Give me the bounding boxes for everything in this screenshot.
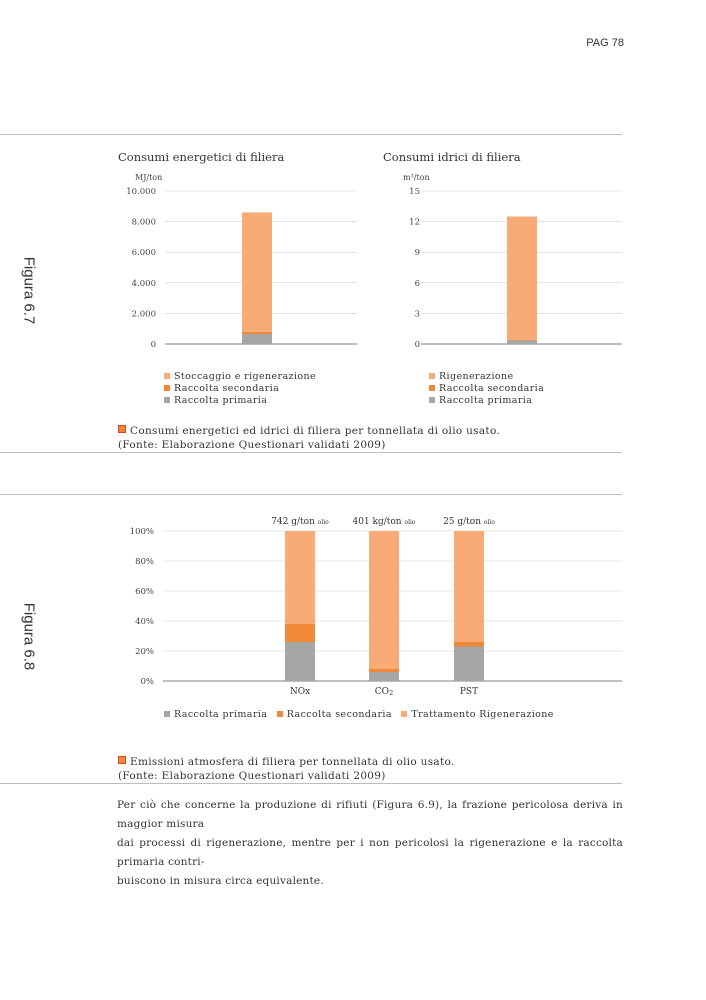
legend-swatch [401, 711, 407, 717]
y-tick-label: 4.000 [131, 278, 156, 289]
category-label: PST [459, 687, 479, 697]
bar-segment [507, 340, 537, 344]
y-tick-label: 6 [414, 278, 420, 289]
bar-segment [369, 531, 399, 669]
bar-segment [242, 334, 272, 344]
legend-swatch [164, 385, 170, 391]
legend-emissions [164, 709, 554, 720]
legend-swatch [164, 373, 170, 379]
figure-label-6-8: Figura 6.8 [20, 602, 38, 671]
legend-swatch [277, 711, 283, 717]
chart-title-energy: Consumi energetici di filiera [118, 150, 285, 164]
legend-water [429, 371, 544, 407]
y-tick-label: 0 [414, 340, 420, 350]
legend-item-trattamento: Trattamento Rigenerazione [401, 709, 554, 720]
bar-segment [507, 340, 537, 341]
annotation-value: 25 g/ton [443, 517, 484, 527]
y-tick-label: 15 [409, 187, 420, 197]
chart-emissions [100, 505, 625, 705]
y-tick-label: 9 [414, 248, 420, 259]
category-label: CO2 [374, 687, 394, 697]
annotation-value: 742 g/ton [271, 517, 318, 527]
legend-item-raccolta-secondaria: Raccolta secondaria [277, 709, 392, 720]
figure-label-6-7: Figura 6.7 [20, 256, 38, 325]
y-axis-label-water: m³/ton [403, 173, 430, 182]
legend-item-raccolta-primaria: Raccolta primaria [429, 395, 544, 407]
caption-marker-icon [118, 756, 126, 764]
body-paragraph: Per ciò che concerne la produzione di rifiuti (Figura 6.9), la frazione pericolosa deriva in maggior misura dai processi di rigenerazione, mentre per i non pericolosi la rigenerazione e la raccolta primaria contri- buiscono in misura circa equivalente. [117, 799, 623, 887]
bar-segment [242, 212, 272, 331]
y-tick-label: 40% [135, 617, 154, 627]
section-rule-top-6-7 [0, 134, 622, 135]
y-tick-label: 12 [409, 217, 420, 228]
legend-swatch [429, 385, 435, 391]
y-axis-label-energy: MJ/ton [135, 173, 163, 182]
bar-segment [454, 647, 484, 682]
bar-segment [369, 669, 399, 672]
legend-item-raccolta-primaria: Raccolta primaria [164, 709, 267, 720]
page-number: PAG 78 [586, 37, 624, 49]
annotation-suffix: olio [317, 519, 329, 526]
y-tick-label: 100% [129, 527, 154, 537]
y-tick-label: 20% [135, 647, 154, 657]
legend-item-rigenerazione: Rigenerazione [429, 371, 544, 383]
section-rule-bottom-6-8 [0, 783, 622, 784]
annotation-suffix: olio [483, 519, 495, 526]
bar-segment [285, 531, 315, 624]
y-tick-label: 2.000 [131, 309, 156, 320]
section-rule-top-6-8 [0, 494, 622, 495]
bar-segment [369, 672, 399, 681]
legend-swatch [429, 397, 435, 403]
bar-segment [507, 217, 537, 340]
legend-swatch [164, 711, 170, 717]
legend-item-raccolta-primaria: Raccolta primaria [164, 395, 316, 407]
legend-item-raccolta-secondaria: Raccolta secondaria [429, 383, 544, 395]
y-tick-label: 6.000 [131, 248, 156, 259]
y-tick-label: 80% [135, 557, 154, 567]
section-rule-bottom-6-7 [0, 452, 622, 453]
legend-swatch [164, 397, 170, 403]
chart-energy [100, 168, 370, 353]
category-label: NOx [289, 687, 311, 697]
figure-caption-6-7: Consumi energetici ed idrici di filiera per tonnellata di olio usato. (Fonte: Elaborazione Questionari validati 2009) [118, 425, 501, 451]
annotation-suffix: olio [404, 519, 416, 526]
y-tick-label: 3 [414, 309, 420, 320]
bar-total-annotation [271, 517, 329, 527]
bar-segment [285, 624, 315, 642]
y-tick-label: 60% [135, 587, 154, 597]
y-tick-label: 0% [140, 677, 154, 687]
annotation-value: 401 kg/ton [352, 517, 405, 527]
bar-segment [454, 642, 484, 647]
legend-item-stoccaggio: Stoccaggio e rigenerazione [164, 371, 316, 383]
chart-title-water: Consumi idrici di filiera [383, 150, 521, 164]
chart-water [365, 168, 627, 353]
legend-item-raccolta-secondaria: Raccolta secondaria [164, 383, 316, 395]
y-tick-label: 10.000 [126, 187, 156, 197]
bar-total-annotation [352, 517, 415, 527]
bar-segment [285, 642, 315, 681]
y-tick-label: 8.000 [131, 217, 156, 228]
legend-energy [164, 371, 316, 407]
bar-total-annotation [443, 517, 495, 527]
caption-marker-icon [118, 425, 126, 433]
figure-caption-6-8: Emissioni atmosfera di filiera per tonnellata di olio usato. (Fonte: Elaborazione Questionari validati 2009) [118, 756, 455, 782]
bar-segment [454, 531, 484, 642]
legend-swatch [429, 373, 435, 379]
bar-segment [242, 332, 272, 334]
y-tick-label: 0 [150, 340, 156, 350]
